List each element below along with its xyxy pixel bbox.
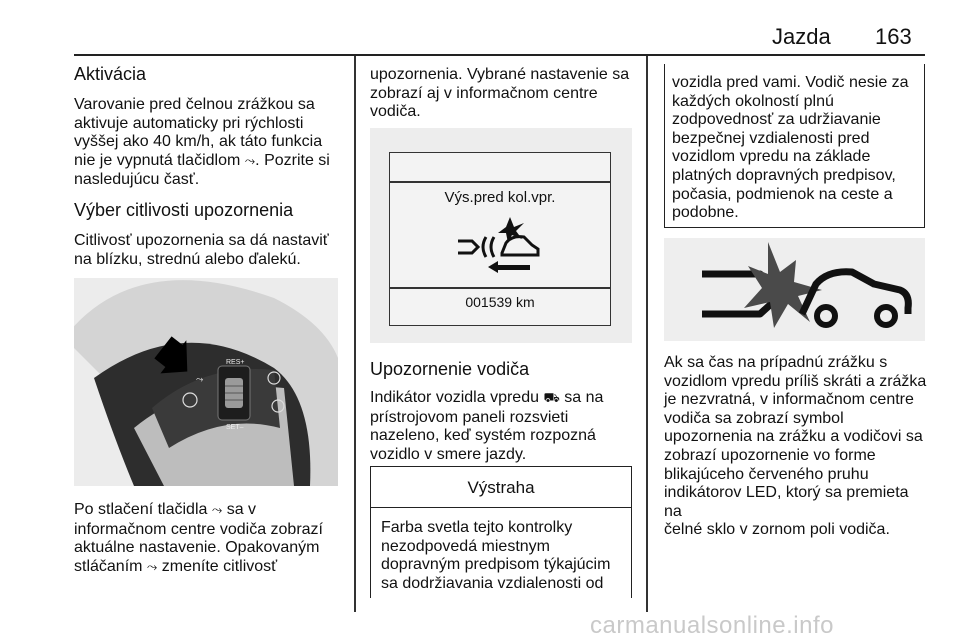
paragraph-continued: upozornenia. Vybrané nastavenie sa zobrazí aj v informačnom centre vodiča. [370,66,630,121]
res-label: RES+ [226,359,245,366]
paragraph-indicator: Indikátor vozidla vpredu ⛟ sa na prístrojovom paneli rozsvieti nazeleno, keď systém rozpozná vozidlo v smere jazdy. [370,389,604,463]
collision-sensitivity-icon: ⤳ [244,153,256,169]
collision-warning-symbol [450,213,550,283]
display-title: Výs.pred kol.vpr. [444,189,556,206]
column-divider [354,56,356,612]
collision-sensitivity-icon: ⤳ [146,559,158,575]
display-odometer: 001539 km [465,294,535,310]
svg-text:⤳: ⤳ [196,375,204,385]
display-illustration [370,128,632,343]
heading-activation: Aktivácia [74,64,147,84]
page-number: 163 [875,24,912,49]
heading-sensitivity: Výber citlivosti upozornenia [74,200,294,220]
column-divider [646,56,648,612]
steering-wheel-illustration [74,278,338,486]
watermark: carmanualsonline.info [590,612,834,639]
driver-info-display [389,152,611,326]
collision-sensitivity-icon: ⤳ [211,503,223,518]
heading-driver-alert: Upozornenie vodiča [370,359,530,379]
paragraph-sensitivity: Citlivosť upozornenia sa dá nastaviť na blízku, strednú alebo ďalekú. [74,232,329,268]
paragraph-collision-alert: Ak sa čas na prípadnú zrážku s vozidlom vpredu príliš skráti a zrážka je nezvratná, v informačnom centre vodiča sa zobrazí symbol upozornenia na zrážku a vodičovi sa zobrazí upozornenie vo forme blikajúceho červeného pruhu indikátorov LED, ktorý sa premieta na čelné sklo v zornom poli vodiča. [664,354,927,539]
warning-body: Farba svetla tejto kontrolky nezodpovedá miestnym dopravným predpisom týkajúcim sa dodržiavania vzdialenosti od [381,519,611,592]
warning-box-continued: vozidla pred vami. Vodič nesie za každých okolností plnú zodpovednosť za udržiavanie bezpečnej vzdialenosti pred vozidlom vpredu na základe platných dopravných predpisov, počasia, podmienok na ceste a podobne. [664,64,925,228]
page-section-title: Jazda [772,24,831,49]
header-rule [74,54,925,56]
vehicle-ahead-icon: ⛟ [543,391,560,406]
set-label: SET– [226,424,244,431]
warning-title: Výstraha [371,467,631,508]
warning-box [370,466,632,598]
paragraph-press-button: Po stlačení tlačidla ⤳ sa v informačnom centre vodiča zobrazí aktuálne nastavenie. Opakovaným stláčaním ⤳ zmeníte citlivosť [74,501,323,575]
collision-symbol-illustration [664,238,925,341]
paragraph-activation: Varovanie pred čelnou zrážkou sa aktivuje automaticky pri rýchlosti vyššej ako 40 km/h, ak táto funkcia nie je vypnutá tlačidlom ⤳. Pozrite si nasledujúcu časť. [74,96,330,189]
